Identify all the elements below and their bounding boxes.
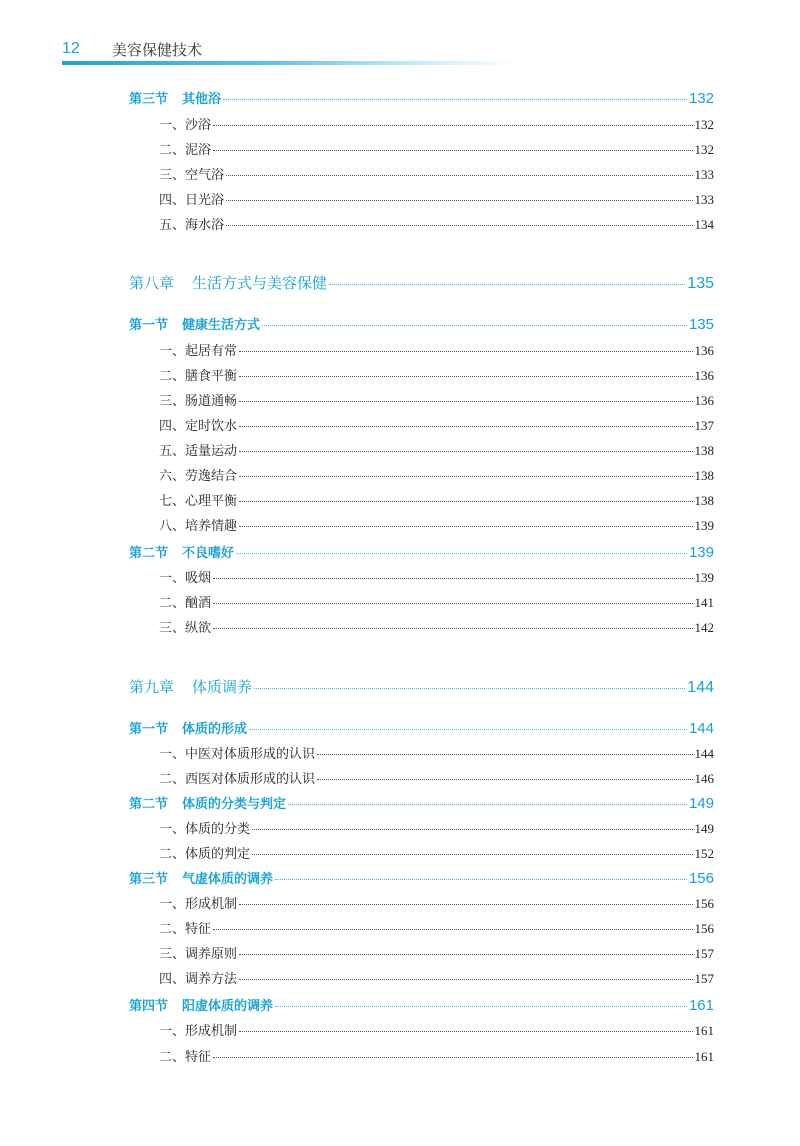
section-number: 第一节 [129, 318, 169, 333]
section-title: 不良嗜好 [182, 546, 235, 561]
item-title: 一、沙浴 [159, 118, 212, 133]
toc-page-number: 144 [687, 679, 714, 696]
page-number: 12 [62, 40, 80, 57]
dot-leader [275, 879, 687, 880]
toc-page-number: 132 [694, 142, 714, 157]
toc-page-number: 133 [694, 167, 714, 182]
dot-leader [252, 829, 692, 830]
toc-page-number: 149 [694, 821, 714, 836]
item-title: 一、形成机制 [159, 1024, 238, 1039]
dot-leader [239, 979, 692, 980]
page-header [62, 36, 742, 66]
toc-entry-title [159, 114, 211, 133]
toc-item [159, 465, 714, 485]
toc-item [159, 918, 714, 938]
section-number: 第一节 [129, 722, 169, 737]
dot-leader [213, 628, 692, 629]
toc-section [129, 793, 714, 813]
dot-leader [239, 426, 692, 427]
dot-leader [223, 99, 687, 100]
toc-entry-title [159, 1046, 211, 1065]
toc-page-number: 146 [694, 771, 714, 786]
item-title: 五、适量运动 [159, 444, 238, 459]
dot-leader [317, 779, 692, 780]
toc-page-number: 136 [694, 393, 714, 408]
dot-leader [329, 284, 685, 285]
toc-page-number: 138 [694, 493, 714, 508]
toc-page-number: 134 [694, 217, 714, 232]
toc-item [159, 567, 714, 587]
toc-page-number: 135 [687, 275, 714, 292]
toc-entry-title [159, 415, 237, 434]
item-title: 一、中医对体质形成的认识 [159, 747, 316, 762]
toc-entry-title [159, 340, 237, 359]
dot-leader [249, 729, 687, 730]
section-title: 阳虚体质的调养 [182, 999, 274, 1014]
toc-item [159, 1020, 714, 1040]
dot-leader [239, 451, 692, 452]
toc-entry-title [159, 918, 211, 937]
chapter-title: 生活方式与美容保健 [192, 274, 328, 292]
toc-page-number: 161 [694, 1049, 714, 1064]
chapter-title: 体质调养 [192, 678, 253, 696]
toc-item [159, 1046, 714, 1066]
toc-item [159, 365, 714, 385]
dot-leader [236, 553, 687, 554]
toc-item [159, 189, 714, 209]
header-rule [62, 61, 522, 65]
toc-item [159, 768, 714, 788]
toc-entry-title [129, 314, 260, 333]
toc-chapter [129, 272, 714, 292]
toc-entry-title [159, 1020, 237, 1039]
toc-item [159, 490, 714, 510]
toc-entry-title [159, 743, 315, 762]
toc-entry-title [159, 139, 211, 158]
dot-leader [213, 125, 692, 126]
toc-page-number: 133 [694, 192, 714, 207]
toc-page-number: 138 [694, 443, 714, 458]
toc-entry-title [159, 440, 237, 459]
toc-entry-title [129, 995, 273, 1014]
toc-entry-title [159, 164, 224, 183]
item-title: 三、肠道通畅 [159, 394, 238, 409]
toc-page-number: 152 [694, 846, 714, 861]
toc-entry-title [159, 893, 237, 912]
toc-page-number: 161 [688, 997, 714, 1014]
toc-item [159, 968, 714, 988]
toc-page-number: 137 [694, 418, 714, 433]
item-title: 二、膳食平衡 [159, 369, 238, 384]
dot-leader [239, 476, 692, 477]
toc-entry-title [159, 189, 224, 208]
item-title: 一、体质的分类 [159, 822, 251, 837]
toc-page-number: 149 [688, 795, 714, 812]
toc-item [159, 818, 714, 838]
item-title: 三、空气浴 [159, 168, 225, 183]
item-title: 二、特征 [159, 922, 212, 937]
dot-leader [213, 1057, 692, 1058]
toc-entry-title [159, 465, 237, 484]
toc-entry-title [159, 818, 250, 837]
toc-item [159, 164, 714, 184]
toc-entry-title [129, 868, 273, 887]
toc-page-number: 156 [694, 896, 714, 911]
toc-item [159, 390, 714, 410]
chapter-number: 第九章 [129, 678, 175, 696]
dot-leader [213, 578, 692, 579]
toc-section [129, 995, 714, 1015]
toc-entry-title [129, 718, 247, 737]
toc-entry-title [129, 88, 221, 107]
toc-page-number: 132 [688, 90, 714, 107]
section-title: 体质的形成 [182, 722, 248, 737]
toc-item [159, 743, 714, 763]
dot-leader [213, 929, 692, 930]
dot-leader [275, 1006, 687, 1007]
item-title: 一、形成机制 [159, 897, 238, 912]
toc-page-number: 139 [694, 518, 714, 533]
item-title: 八、培养情趣 [159, 519, 238, 534]
toc-item [159, 340, 714, 360]
section-title: 体质的分类与判定 [182, 797, 287, 812]
toc-entry-title [159, 592, 211, 611]
toc-section [129, 88, 714, 108]
toc-page-number: 157 [694, 971, 714, 986]
dot-leader [213, 603, 692, 604]
toc-item [159, 440, 714, 460]
section-title: 其他浴 [182, 92, 222, 107]
toc-item [159, 943, 714, 963]
item-title: 一、吸烟 [159, 571, 212, 586]
dot-leader [226, 200, 692, 201]
toc-entry-title [129, 272, 327, 293]
section-title: 气虚体质的调养 [182, 872, 274, 887]
toc-item [159, 617, 714, 637]
item-title: 七、心理平衡 [159, 494, 238, 509]
toc-entry-title [159, 768, 315, 787]
item-title: 二、西医对体质形成的认识 [159, 772, 316, 787]
toc-entry-title [159, 617, 211, 636]
dot-leader [213, 150, 692, 151]
dot-leader [226, 225, 692, 226]
dot-leader [317, 754, 692, 755]
item-title: 二、特征 [159, 1050, 212, 1065]
dot-leader [262, 325, 687, 326]
toc-page-number: 142 [694, 620, 714, 635]
item-title: 六、劳逸结合 [159, 469, 238, 484]
toc-entry-title [159, 843, 250, 862]
dot-leader [252, 854, 692, 855]
toc-page-number: 141 [694, 595, 714, 610]
item-title: 三、纵欲 [159, 621, 212, 636]
item-title: 三、调养原则 [159, 947, 238, 962]
toc-page-number: 144 [694, 746, 714, 761]
book-title: 美容保健技术 [112, 41, 203, 59]
toc-entry-title [129, 793, 286, 812]
toc-item [159, 415, 714, 435]
toc-section [129, 718, 714, 738]
toc-entry-title [159, 214, 224, 233]
toc-page-number: 136 [694, 343, 714, 358]
toc-page-number: 139 [688, 544, 714, 561]
item-title: 四、日光浴 [159, 193, 225, 208]
dot-leader [254, 688, 685, 689]
toc-page-number: 132 [694, 117, 714, 132]
dot-leader [239, 376, 692, 377]
toc-item [159, 843, 714, 863]
item-title: 五、海水浴 [159, 218, 225, 233]
chapter-number: 第八章 [129, 274, 175, 292]
section-number: 第二节 [129, 797, 169, 812]
section-number: 第二节 [129, 546, 169, 561]
dot-leader [239, 904, 692, 905]
dot-leader [239, 954, 692, 955]
toc-page-number: 136 [694, 368, 714, 383]
toc-page-number: 138 [694, 468, 714, 483]
toc-page-number: 135 [688, 316, 714, 333]
toc-item [159, 114, 714, 134]
toc-section [129, 314, 714, 334]
item-title: 一、起居有常 [159, 344, 238, 359]
toc-page-number: 161 [694, 1023, 714, 1038]
section-number: 第四节 [129, 999, 169, 1014]
toc-entry-title [129, 542, 234, 561]
toc-entry-title [129, 676, 252, 697]
toc-entry-title [159, 567, 211, 586]
dot-leader [239, 401, 692, 402]
toc-item [159, 214, 714, 234]
toc-item [159, 893, 714, 913]
section-title: 健康生活方式 [182, 318, 261, 333]
dot-leader [239, 526, 692, 527]
toc-page-number: 144 [688, 720, 714, 737]
toc-entry-title [159, 968, 237, 987]
toc-entry-title [159, 515, 237, 534]
toc-entry-title [159, 490, 237, 509]
dot-leader [226, 175, 692, 176]
section-number: 第三节 [129, 872, 169, 887]
toc-entry-title [159, 390, 237, 409]
toc-item [159, 139, 714, 159]
toc-item [159, 592, 714, 612]
toc-page-number: 156 [688, 870, 714, 887]
item-title: 四、定时饮水 [159, 419, 238, 434]
toc-section [129, 542, 714, 562]
toc-page-number: 156 [694, 921, 714, 936]
section-number: 第三节 [129, 92, 169, 107]
toc-page-number: 139 [694, 570, 714, 585]
dot-leader [239, 501, 692, 502]
item-title: 二、泥浴 [159, 143, 212, 158]
toc-chapter [129, 676, 714, 696]
item-title: 四、调养方法 [159, 972, 238, 987]
item-title: 二、酗酒 [159, 596, 212, 611]
toc-page-number: 157 [694, 946, 714, 961]
dot-leader [239, 1031, 692, 1032]
dot-leader [288, 804, 687, 805]
dot-leader [239, 351, 692, 352]
toc-item [159, 515, 714, 535]
toc-entry-title [159, 365, 237, 384]
toc-entry-title [159, 943, 237, 962]
toc-section [129, 868, 714, 888]
item-title: 二、体质的判定 [159, 847, 251, 862]
